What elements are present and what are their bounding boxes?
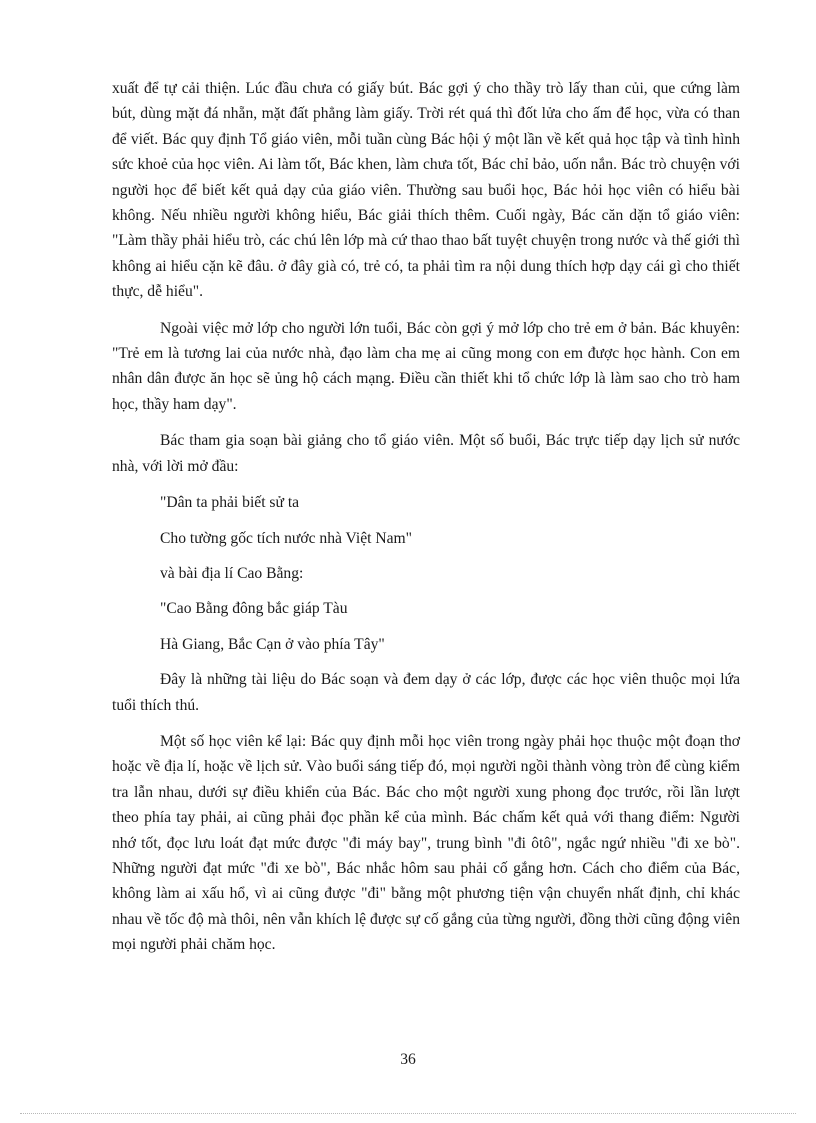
paragraph-4: Đây là những tài liệu do Bác soạn và đem dạy ở các lớp, được các học viên thuộc mọi lứa tuổi thích thú. xyxy=(112,671,740,714)
paragraph-3: Bác tham gia soạn bài giảng cho tổ giáo viên. Một số buổi, Bác trực tiếp dạy lịch sử nước nhà, với lời mở đầu: xyxy=(112,432,740,475)
footer-divider xyxy=(20,1113,796,1114)
paragraph-2: Ngoài việc mở lớp cho người lớn tuổi, Bác còn gợi ý mở lớp cho trẻ em ở bản. Bác khuyên: "Trẻ em là tương lai của nước nhà, đạo làm cha mẹ ai cũng mong con em được học hành. Con em nhân dân được ăn học sẽ ủng hộ cách mạng. Điều cần thiết khi tổ chức lớp là làm sao cho trò ham học, thầy ham dạy". xyxy=(112,319,740,413)
verse-intro-line: và bài địa lí Cao Bằng: xyxy=(160,564,304,582)
page-number: 36 xyxy=(400,1051,416,1068)
document-body xyxy=(112,76,740,969)
verse-line-2: Cho tường gốc tích nước nhà Việt Nam" xyxy=(160,529,413,547)
verse-line-1: "Dân ta phải biết sử ta xyxy=(160,494,300,512)
verse-line-3: "Cao Bằng đông bắc giáp Tàu xyxy=(160,600,348,618)
verse-line-4: Hà Giang, Bắc Cạn ở vào phía Tây" xyxy=(160,635,385,653)
paragraph-1: xuất để tự cải thiện. Lúc đầu chưa có giấy bút. Bác gợi ý cho thầy trò lấy than củi, que cứng làm bút, dùng mặt đá nhẵn, mặt đất phẳng làm giấy. Trời rét quá thì đốt lửa cho ấm để học, vừa có than để viết. Bác quy định Tổ giáo viên, mỗi tuần cùng Bác hội ý một lần về kết quả học tập và tình hình sức khoẻ của học viên. Ai làm tốt, Bác khen, làm chưa tốt, Bác chỉ bảo, uốn nắn. Bác trò chuyện với người học để biết kết quả dạy của giáo viên. Thường sau buổi học, Bác hỏi học viên có hiểu bài không. Nếu nhiều người không hiểu, Bác giải thích thêm. Cuối ngày, Bác căn dặn tổ giáo viên: "Làm thầy phải hiểu trò, các chú lên lớp mà cứ thao thao bất tuyệt chuyện trong nước và thế giới thì không ai hiểu cặn kẽ đâu. ở đây già có, trẻ có, ta phải tìm ra nội dung thích hợp dạy cái gì cho thiết thực, dễ hiểu". xyxy=(112,80,740,301)
paragraph-5: Một số học viên kể lại: Bác quy định mỗi học viên trong ngày phải học thuộc một đoạn thơ hoặc về địa lí, hoặc về lịch sử. Vào buổi sáng tiếp đó, mọi người ngồi thành vòng tròn để cùng kiểm tra lẫn nhau, dưới sự điều khiển của Bác. Bác cho một người xung phong đọc trước, rồi lần lượt theo phía tay phải, ai cũng phải đọc phần kể của mình. Bác chấm kết quả với thang điểm: Người nhớ tốt, đọc lưu loát đạt mức được "đi máy bay", trung bình "đi ôtô", ngắc ngứ nhiều "đi xe bò". Những người đạt mức "đi xe bò", Bác nhắc hôm sau phải cố gắng hơn. Cách cho điểm của Bác, không làm ai xấu hổ, vì ai cũng được "đi" bằng một phương tiện vận chuyển nhất định, chỉ khác nhau về tốc độ mà thôi, nên vẫn khích lệ được sự cố gắng của từng người, đồng thời cũng động viên mọi người phải chăm học. xyxy=(112,732,740,954)
